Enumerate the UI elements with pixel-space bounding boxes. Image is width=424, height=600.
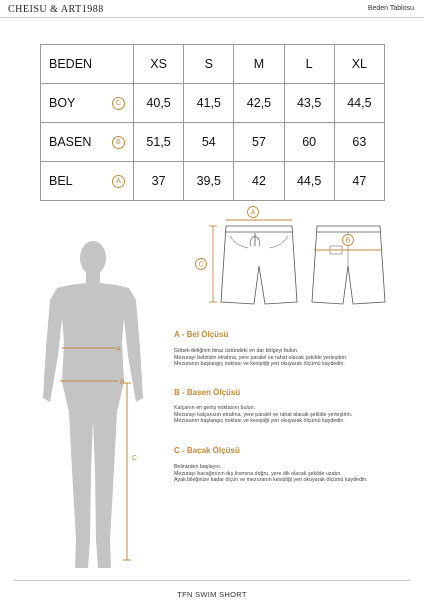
body-marker-c: C [132,455,138,462]
section-c-line: Mezurayı bacağınızın dış kısmına doğru, yere dik olacak şekilde uzatın. [174,470,342,477]
table-cell: 39,5 [184,162,234,201]
table-header-cell: XL [334,45,384,84]
section-c-title: C - Bacak Ölçüsü [174,446,240,455]
shorts-front-illustration [221,226,297,304]
measure-marker-icon: B [112,136,125,149]
section-a-title: A - Bel Ölçüsü [174,330,229,339]
table-cell: 63 [334,123,384,162]
marker-a-label: A [250,209,256,217]
marker-c-label: C [198,261,204,269]
row-label: BOY [49,96,76,110]
section-a-line: Mezurayı belinizin etrafına, yere paralel ve rahat olacak şekilde yerleştirin. [174,354,348,361]
table-cell: 44,5 [284,162,334,201]
table-cell: 41,5 [184,84,234,123]
section-b-title: B - Basen Ölçüsü [174,388,241,397]
table-cell: 42,5 [234,84,284,123]
product-name: TFN SWIM SHORT [177,590,247,599]
table-header-cell: BEDEN [41,45,134,84]
brand-logo: CHEISU & ART1988 [8,4,104,15]
section-c-text [174,464,414,484]
section-c-line: Ayak bileğinize kadar ölçün ve mezuranın kesiştiği yeri okuyarak ölçümü kaydedin. [174,477,368,484]
measure-marker-icon: C [112,97,125,110]
table-header-cell: XS [134,45,184,84]
table-cell: 60 [284,123,334,162]
row-label: BEL [49,174,73,188]
measure-marker-icon: A [112,175,125,188]
table-header-cell: M [234,45,284,84]
table-header-cell: L [284,45,334,84]
marker-b-label: B [345,237,351,245]
table-cell: 44,5 [334,84,384,123]
table-cell: 47 [334,162,384,201]
table-cell: 57 [234,123,284,162]
body-marker-a: A [116,346,121,353]
section-b-text [174,405,414,425]
table-header-cell: S [184,45,234,84]
document-title: Beden Tablosu [367,5,414,12]
section-b-line: Mezurayı kalçanızın etrafına, yere paralel ve rahat olacak şekilde yerleştirin. [174,411,353,418]
section-b-line: Kalçanın en geniş noktasını bulun. [174,405,255,411]
section-a-line: Göbek deliğinin biraz üstündeki en dar bölgeyi bulun. [174,348,299,354]
section-a-text [174,348,414,368]
table-cell: 37 [134,162,184,201]
section-a-line: Mezuranın başlangıç noktası ve kesiştiği yeri okuyarak ölçümü kaydedin. [174,361,345,368]
table-cell: 43,5 [284,84,334,123]
table-cell: 40,5 [134,84,184,123]
table-cell: 42 [234,162,284,201]
section-c-line: Belinizden başlayın. [174,464,222,470]
table-cell: 51,5 [134,123,184,162]
body-marker-b: B [120,379,125,386]
body-silhouette [43,241,143,568]
section-b-line: Mezuranın başlangıç noktası ve kesiştiği yeri okuyarak ölçümü kaydedin. [174,418,345,425]
footer-divider [14,580,410,581]
table-cell: 54 [184,123,234,162]
row-label: BASEN [49,135,92,149]
